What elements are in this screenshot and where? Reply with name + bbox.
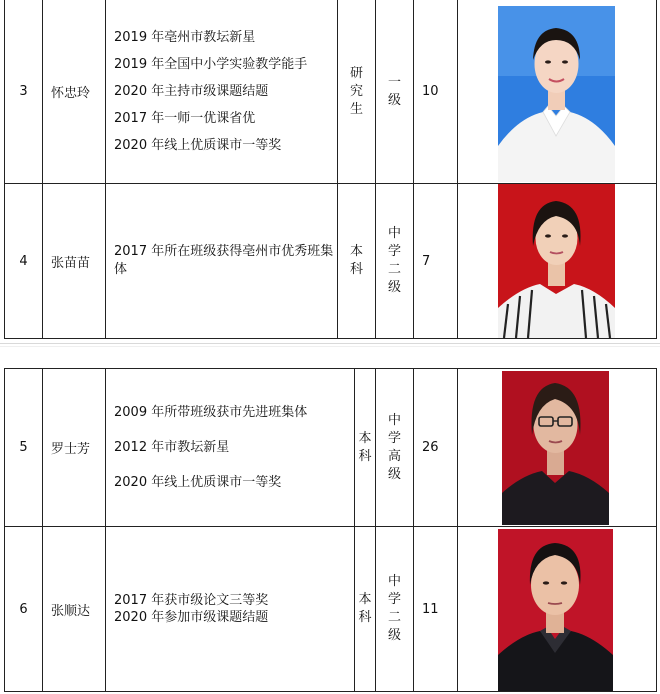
- awards-table-bottom: [4, 368, 657, 692]
- achievement-item: 2020 年主持市级课题结题: [114, 84, 269, 99]
- portrait-photo: [498, 184, 615, 338]
- title-text: 中学二级: [387, 574, 401, 643]
- achievement-item: 2009 年所带班级获市先进班集体: [114, 405, 308, 420]
- education-text: 本科: [358, 592, 372, 625]
- education-text: 本科: [349, 244, 363, 277]
- title-cell: [376, 184, 414, 339]
- row-index: 4: [5, 184, 43, 339]
- photo-cell: [458, 527, 657, 692]
- years-cell: 11: [414, 527, 458, 692]
- portrait-photo: [498, 6, 615, 182]
- achievement-item: 2019 年全国中小学实验教学能手: [114, 57, 308, 72]
- teacher-name: 张苗苗: [43, 184, 106, 339]
- education-cell: [355, 527, 376, 692]
- row-index: 6: [5, 527, 43, 692]
- achievements-cell: [106, 527, 355, 692]
- teacher-name: 怀忠玲: [43, 0, 106, 184]
- title-text: 一级: [387, 74, 401, 108]
- photo-cell: [458, 369, 657, 527]
- page-break-divider: [0, 343, 660, 347]
- awards-table-top: [4, 0, 657, 339]
- portrait-photo: [498, 529, 613, 691]
- achievement-item: 2012 年市教坛新星: [114, 440, 230, 455]
- achievement-item: 2017 年获市级论文三等奖: [114, 593, 269, 608]
- row-index: 3: [5, 0, 43, 184]
- title-text: 中学高级: [387, 412, 401, 482]
- table-row: [5, 527, 657, 692]
- achievement-item: 2019 年亳州市教坛新星: [114, 30, 256, 45]
- portrait-photo: [502, 371, 609, 525]
- achievements-cell: [106, 0, 338, 184]
- achievement-item: 2017 年一师一优课省优: [114, 111, 256, 126]
- table-row: [5, 184, 657, 339]
- achievement-item: 2020 年线上优质课市一等奖: [114, 475, 282, 490]
- title-cell: [376, 369, 414, 527]
- teacher-name: 张顺达: [43, 527, 106, 692]
- years-cell: 26: [414, 369, 458, 527]
- table-row: [5, 0, 657, 184]
- title-cell: [376, 0, 414, 184]
- photo-cell: [458, 0, 657, 184]
- row-index: 5: [5, 369, 43, 527]
- years-cell: 10: [414, 0, 458, 184]
- years-cell: 7: [414, 184, 458, 339]
- education-text: 本科: [358, 430, 372, 464]
- achievement-item: 2020 年线上优质课市一等奖: [114, 138, 282, 153]
- education-cell: [355, 369, 376, 527]
- education-text: 研究生: [349, 65, 363, 117]
- teacher-name: 罗士芳: [43, 369, 106, 527]
- achievement-item: 2017 年所在班级获得亳州市优秀班集体: [114, 244, 334, 277]
- achievement-item: 2020 年参加市级课题结题: [114, 610, 269, 625]
- education-cell: [338, 184, 376, 339]
- photo-cell: [458, 184, 657, 339]
- title-text: 中学二级: [387, 226, 401, 295]
- achievements-cell: [106, 184, 338, 339]
- achievements-cell: [106, 369, 355, 527]
- table-row: [5, 369, 657, 527]
- title-cell: [376, 527, 414, 692]
- education-cell: [338, 0, 376, 184]
